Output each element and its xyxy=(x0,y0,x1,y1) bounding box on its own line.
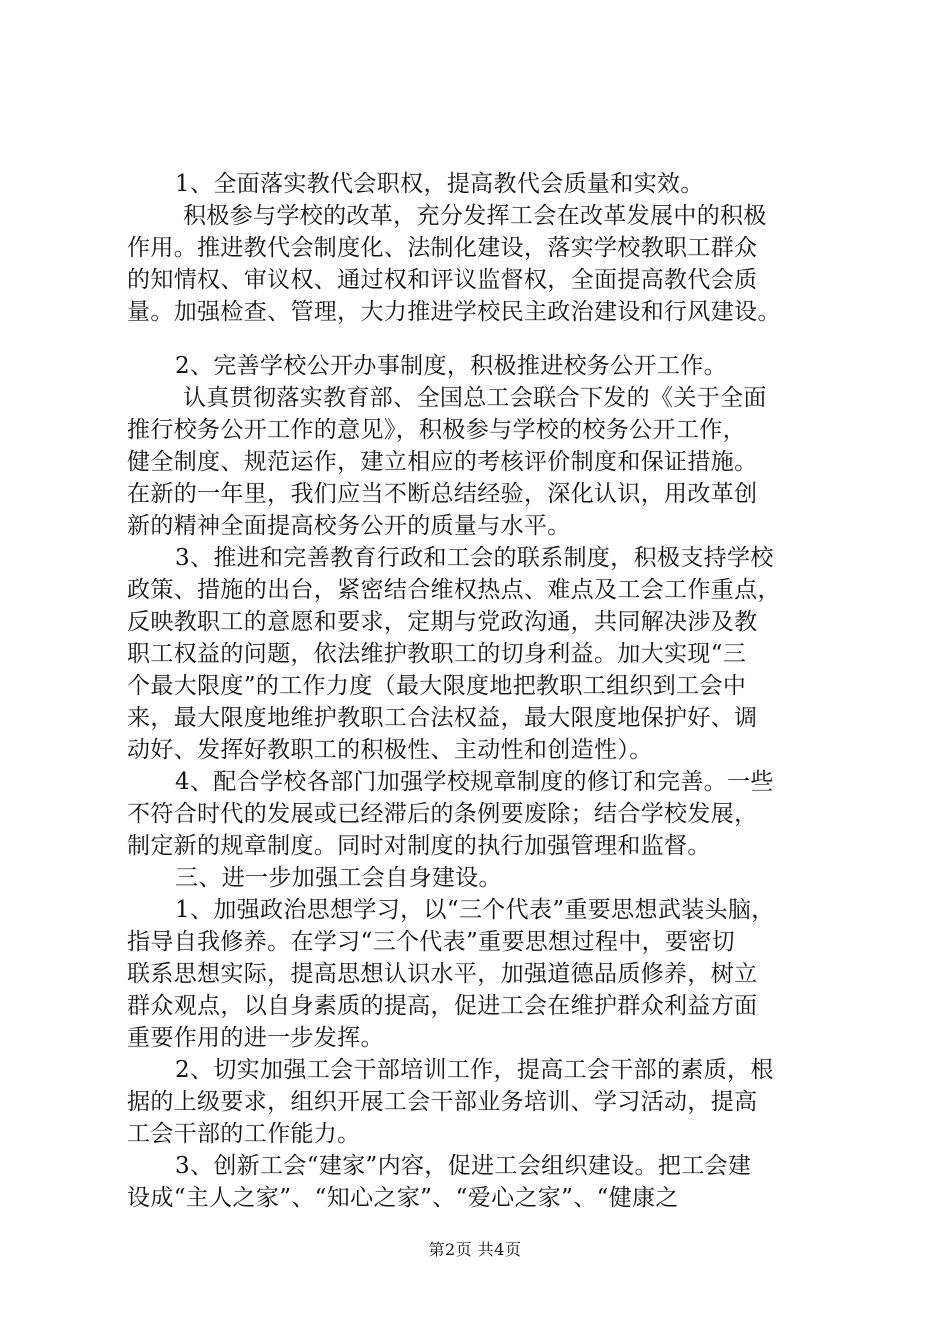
text-line: 3、推进和完善教育行政和工会的联系制度，积极支持学校 xyxy=(175,545,774,571)
text-line: 联系思想实际，提高思想认识水平，加强道德品质修养，树立 xyxy=(127,961,758,987)
text-line: 重要作用的进一步发挥。 xyxy=(127,1025,384,1051)
text-line: 政策、措施的出台，紧密结合维权热点、难点及工会工作重点， xyxy=(127,577,781,603)
document-body xyxy=(127,168,827,1214)
text-line: 指导自我修养。在学习“三个代表”重要思想过程中，要密切 xyxy=(127,929,735,955)
text-line: 4、配合学校各部门加强学校规章制度的修订和完善。一些 xyxy=(175,769,774,795)
text-line: 个最大限度”的工作力度（最大限度地把教职工组织到工会中 xyxy=(127,673,747,699)
text-line: 推行校务公开工作的意见》，积极参与学校的校务公开工作， xyxy=(127,417,746,443)
text-line: 来，最大限度地维护教职工合法权益，最大限度地保护好、调 xyxy=(127,705,758,731)
text-line: 在新的一年里，我们应当不断总结经验，深化认识，用改革创 xyxy=(127,481,758,507)
text-line: 2、完善学校公开办事制度，积极推进校务公开工作。 xyxy=(175,353,728,379)
text-line: 3、创新工会“建家”内容，促进工会组织建设。把工会建 xyxy=(175,1153,752,1179)
text-line: 量。加强检查、管理，大力推进学校民主政治建设和行风建设。 xyxy=(127,299,781,325)
page-footer: 第2页 共4页 xyxy=(428,1240,522,1259)
text-line: 不符合时代的发展或已经滞后的条例要废除；结合学校发展， xyxy=(127,801,758,827)
text-line: 据的上级要求，组织开展工会干部业务培训、学习活动，提高 xyxy=(127,1089,758,1115)
text-line: 职工权益的问题，依法维护教职工的切身利益。加大实现“三 xyxy=(127,641,747,667)
text-line: 新的精神全面提高校务公开的质量与水平。 xyxy=(127,513,571,539)
text-line: 的知情权、审议权、通过权和评议监督权，全面提高教代会质 xyxy=(127,267,758,293)
text-line: 1、加强政治思想学习，以“三个代表”重要思想武装头脑， xyxy=(175,897,775,923)
section-heading: 三、进一步加强工会自身建设。 xyxy=(175,865,502,891)
text-line: 积极参与学校的改革，充分发挥工会在改革发展中的积极 xyxy=(183,203,767,229)
text-line: 2、切实加强工会干部培训工作，提高工会干部的素质，根 xyxy=(175,1057,774,1083)
text-line: 群众观点，以自身素质的提高，促进工会在维护群众利益方面 xyxy=(127,993,758,1019)
text-line: 1、全面落实教代会职权，提高教代会质量和实效。 xyxy=(175,171,704,197)
text-line: 反映教职工的意愿和要求，定期与党政沟通，共同解决涉及教 xyxy=(127,609,758,635)
text-line: 认真贯彻落实教育部、全国总工会联合下发的《关于全面 xyxy=(183,385,767,411)
text-line: 动好、发挥好教职工的积极性、主动性和创造性）。 xyxy=(127,737,653,763)
text-line: 健全制度、规范运作，建立相应的考核评价制度和保证措施。 xyxy=(127,449,758,475)
text-line: 作用。推进教代会制度化、法制化建设，落实学校教职工群众 xyxy=(127,235,758,261)
text-line: 工会干部的工作能力。 xyxy=(127,1121,361,1147)
text-line: 制定新的规章制度。同时对制度的执行加强管理和监督。 xyxy=(127,833,711,859)
paragraph-gap xyxy=(127,328,827,350)
text-line: 设成“主人之家”、“知心之家”、“爱心之家”、“健康之 xyxy=(127,1185,679,1211)
